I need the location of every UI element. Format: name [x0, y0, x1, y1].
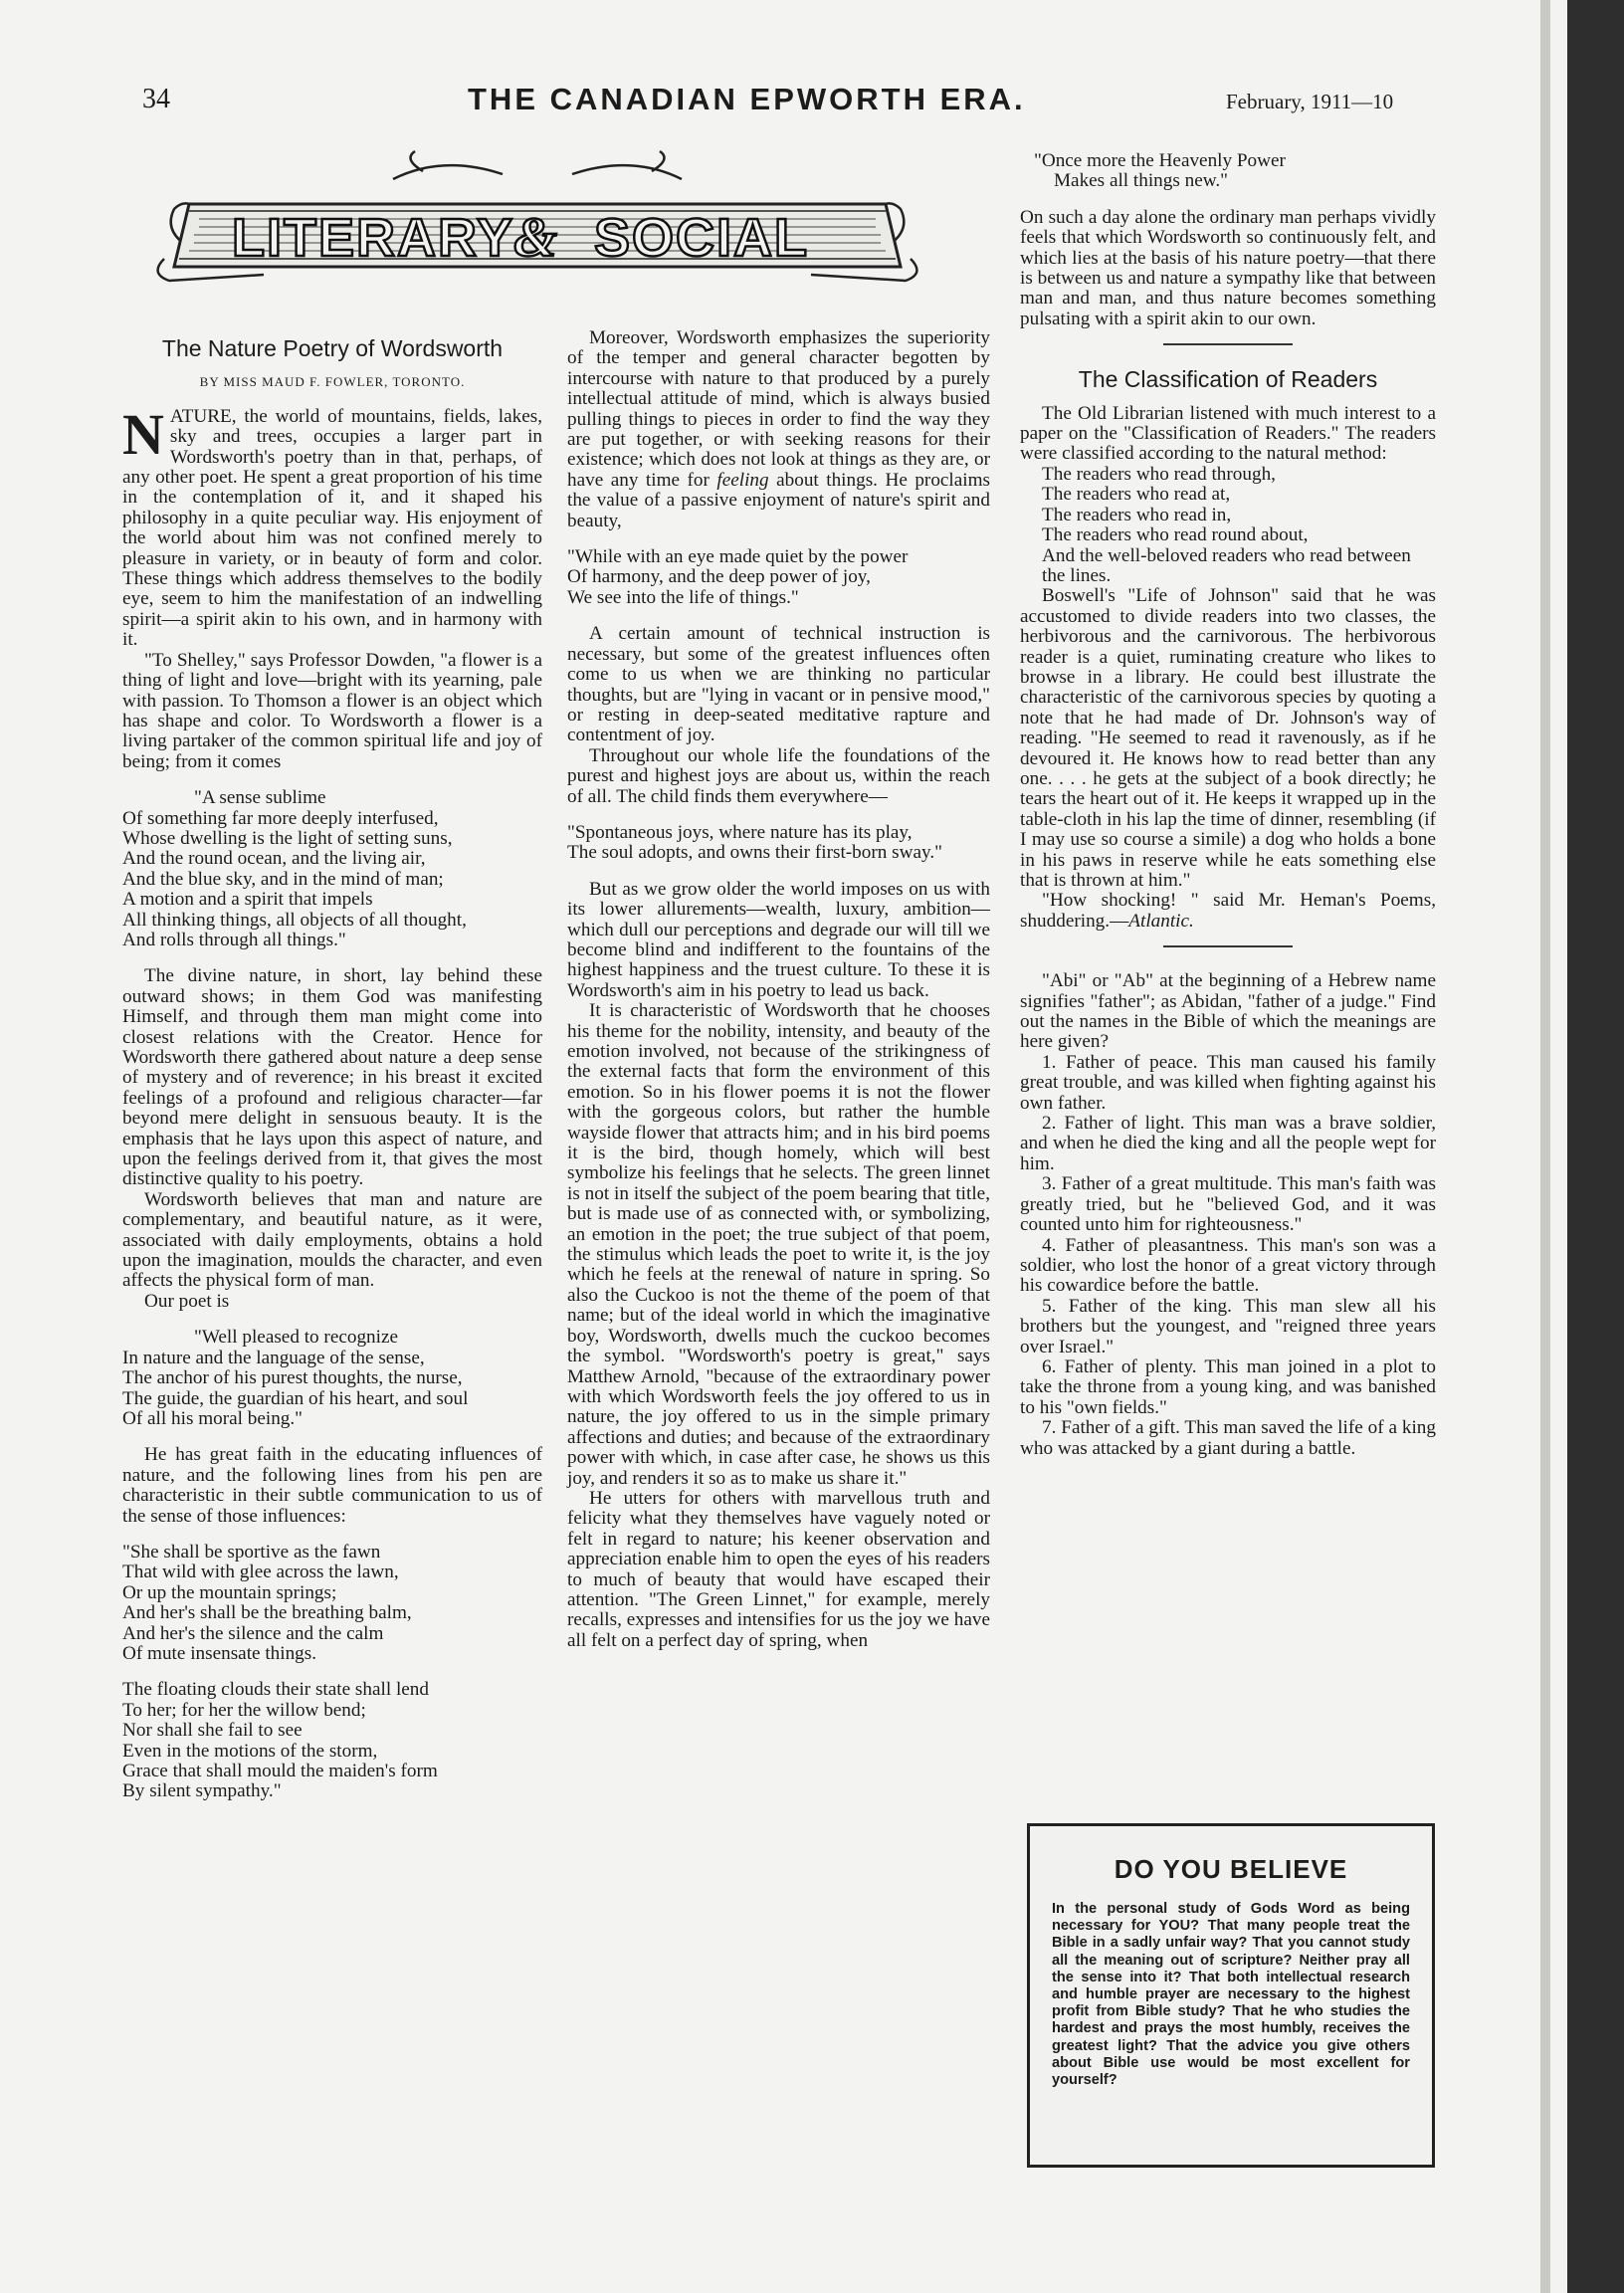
paragraph: "Abi" or "Ab" at the beginning of a Hebrew name signifies "father"; as Abidan, "father of a judge." Find out the names in the Bible of which the meanings are here given?: [1020, 970, 1436, 1053]
list-item: 2. Father of light. This man was a brave soldier, and when he died the king and all the people wept for him.: [1020, 1113, 1436, 1174]
literary-social-banner: [144, 149, 930, 291]
poem-quote: "Well pleased to recognize In nature and the language of the sense, The anchor of his purest thoughts, the nurse, The guide, the guardian of his heart, and soul Of all his moral being.": [122, 1327, 469, 1429]
paragraph: "How shocking! " said Mr. Heman's Poems, shuddering.—Atlantic.: [1020, 890, 1436, 932]
paragraph: The divine nature, in short, lay behind these outward shows; in them God was manifesting Himself, and through them man might come into closest relations with the Creator. Hence for Wordsworth there gathered about nature a deep sense of mystery and of reverence; in his breast it excited feelings of a profound and religious character—far beyond mere delight in sensuous beauty. It is the emphasis that he lays upon this aspect of nature, and upon the feelings derived from it, that gives the most distinctive quality to his poetry.: [122, 965, 542, 1190]
paragraph: Boswell's "Life of Johnson" said that he was accustomed to divide readers into two classes, the herbivorous and the carnivorous. The herbivorous reader is a quiet, ruminating creature who likes to browse in a library. He could best illustrate the characteristic of the carnivorous species by quoting a note that he had made of Dr. Johnson's way of reading. "He seemed to read it ravenously, as if he devoured it. He knows how to read better than any one. . . . he gets at the subject of a book directly; he tears the heart out of it. He keeps it wrapped up in the table-cloth in his lap the time of dinner, resembling (if I may use so course a simile) a dog who holds a bone in his paws in reserve while he eats something else that is thrown at him.": [1020, 585, 1436, 891]
page-number: 34: [142, 84, 170, 114]
list-item: 6. Father of plenty. This man joined in a plot to take the throne from a young king, and was banished to his "own fields.": [1020, 1355, 1436, 1418]
do-you-believe-box: [1027, 1823, 1435, 2168]
poem-quote: "Spontaneous joys, where nature has its play, The soul adopts, and owns their first-born sway.": [567, 821, 942, 864]
article-byline: BY MISS MAUD F. FOWLER, TORONTO.: [199, 374, 466, 390]
publication-title: THE CANADIAN EPWORTH ERA.: [468, 82, 1026, 116]
list-item: 4. Father of pleasantness. This man's son was a soldier, who lost the honor of a great victory through his cowardice before the battle.: [1020, 1234, 1436, 1297]
list-item: 7. Father of a gift. This man saved the life of a king who was attacked by a giant during a battle.: [1020, 1417, 1436, 1459]
poem-quote: "A sense sublime Of something far more deeply interfused, Whose dwelling is the light of setting suns, And the round ocean, and the living air, And the blue sky, and in the mind of man; A motion and a spirit that impels All thinking things, all objects of all thought, And rolls through all things.": [122, 787, 467, 950]
poem-quote: "While with an eye made quiet by the power Of harmony, and the deep power of joy, We see into the life of things.": [567, 546, 909, 608]
paragraph: But as we grow older the world imposes on us with its lower allurements—wealth, luxury, ambition—which dull our perceptions and degrade our will till we become blind and indifferent to the fountains of the highest happiness and the truest culture. To these it is Wordsworth's aim in his poetry to lead us back.: [567, 878, 990, 1001]
paragraph: He has great faith in the educating influences of nature, and the following lines from his pen are characteristic in their subtle communication to us of the sense of those influences:: [122, 1444, 542, 1527]
banner-ampersand: &: [513, 207, 557, 269]
list-item: 3. Father of a great multitude. This man's faith was greatly tried, but he "believed God, and it was counted unto him for righteousness.": [1020, 1173, 1436, 1236]
column-1: [122, 335, 542, 1802]
list-item: 5. Father of the king. This man slew all his brothers but the youngest, and "reigned three years over Israel.": [1020, 1295, 1436, 1357]
issue-date: February, 1911—10: [1226, 90, 1394, 113]
list-item: 1. Father of peace. This man caused his family great trouble, and was killed when fighting against his own father.: [1020, 1051, 1436, 1114]
section-divider: [1163, 945, 1293, 947]
box-body: In the personal study of Gods Word as being necessary for YOU? That many people treat the Bible in a sadly unfair way? That you cannot study all the meaning out of scripture? Neither pray all the sense into it? That both intellectual research and humble prayer are necessary to the highest profit from Bible study? That he who studies the hardest and prays the most humbly, receives the greatest light? That the advice you give others about Bible use would be most excellent for yourself?: [1052, 1901, 1410, 2089]
banner-left-word: LITERARY: [232, 208, 514, 268]
page-gutter: [1540, 0, 1550, 2293]
paragraph: He utters for others with marvellous truth and felicity what they themselves have vaguely noted or felt in regard to nature; his keener observation and appreciation enable him to open the eyes of his readers to much of beauty that would have escaped their attention. "The Green Linnet," for example, merely recalls, expresses and intensifies for us the joy we have all felt on a perfect day of spring, when: [567, 1487, 990, 1651]
poem-quote: "She shall be sportive as the fawn That wild with glee across the lawn, Or up the mountain springs; And her's shall be the breathing balm, And her's the silence and the calm Of mute insensate things.: [122, 1541, 412, 1664]
paragraph: It is characteristic of Wordsworth that he chooses his theme for the nobility, intensity, and beauty of the emotion involved, not because of the strikingness of the external facts that form the environment of this emotion. So in his flower poems it is not the flower with the gorgeous colors, but rather the humble wayside flower that attracts him; and in his bird poems it is the bird, though homely, which will best symbolize his feelings that he selects. The green linnet is not in itself the subject of the poem bearing that title, but is made use of as connected with, or symbolizing, an emotion in the poet; the true subject of that poem, the stimulus which leads the poet to write it, is the joy which he feels at the renewal of nature in spring. So also the Cuckoo is not the theme of the poem of that name; but of the ideal world in which the imaginative boy, Wordsworth, dwells much the cuckoo becomes the symbol. "Wordsworth's poetry is great," says Matthew Arnold, "because of the extraordinary power with which Wordsworth feels the joy offered to us in nature, the joy offered to us in the simple primary affections and duties; and because of the extraordinary power with which, in case after case, he shows us this joy, and renders it so as to make us share it.": [567, 1000, 990, 1489]
article-title: The Nature Poetry of Wordsworth: [161, 335, 504, 361]
paragraph: Throughout our whole life the foundations of the purest and highest joys are about us, within the reach of all. The child finds them everywhere—: [567, 744, 990, 807]
box-title: DO YOU BELIEVE: [1114, 1854, 1348, 1884]
paragraph: On such a day alone the ordinary man perhaps vividly feels that which Wordsworth so continuously felt, and which lies at the basis of his nature poetry—that there is between us and nature a sympathy like that between man and man, and thus nature becomes something pulsating with a spirit akin to our own.: [1020, 206, 1436, 329]
paragraph: A certain amount of technical instruction is necessary, but some of the greatest influences often come to us when we are thinking no particular thoughts, but are "lying in vacant or in pensive mood," or resting in deep-seated meditative rapture and contentment of joy.: [567, 623, 990, 746]
paragraph: The Old Librarian listened with much interest to a paper on the "Classification of Readers." The readers were classified according to the natural method:: [1020, 402, 1436, 465]
poem-quote: The floating clouds their state shall lend To her; for her the willow bend; Nor shall she fail to see Even in the motions of the storm, Grace that shall mould the maiden's form By silent sympathy.": [122, 1679, 438, 1802]
column-3: [1020, 151, 1436, 1459]
paragraph: "To Shelley," says Professor Dowden, "a flower is a thing of light and love—bright with its yearning, pale with passion. To Thomson a flower is an object which has shape and color. To Wordsworth a flower is a living partaker of the common spiritual life and joy of being; from it comes: [122, 649, 542, 772]
article-title: The Classification of Readers: [1078, 366, 1378, 393]
paragraph: Moreover, Wordsworth emphasizes the superiority of the temper and general character begotten by intercourse with nature to that produced by a purely intellectual attitude of mind, which is always busied pulling things to pieces in order to find the way they are put together, or with seeking reasons for their existence; which does not look at things as they are, or have any time for feeling about things. He proclaims the value of a passive enjoyment of nature's spirit and beauty,: [567, 327, 990, 531]
paragraph: Our poet is: [144, 1290, 230, 1312]
paragraph: NATURE, the world of mountains, fields, lakes, sky and trees, occupies a larger part in Wordsworth's poetry than in that, perhaps, of any other poet. He spent a great proportion of his time in the contemplation of it, and it shaped his philosophy in a quite peculiar way. His enjoyment of the world about him was not confined merely to pleasure in variety, or in beauty of form and color. These things which address themselves to the bodily eye, seem to him the manifestation of an indwelling spirit—a spirit akin to his own, and in harmony with it.: [122, 401, 542, 651]
drop-cap: N: [122, 401, 164, 467]
column-2: [567, 328, 990, 1651]
banner-right-word: SOCIAL: [593, 208, 810, 268]
poem-quote: "Once more the Heavenly Power Makes all things new.": [1034, 150, 1286, 192]
paragraph: Wordsworth believes that man and nature are complementary, and beautiful nature, as it were, associated with daily employments, obtains a hold upon the imagination, moulds the character, and even affects the physical form of man.: [122, 1188, 542, 1292]
section-divider: [1163, 343, 1293, 345]
reader-list: The readers who read through, The readers who read at, The readers who read in, The readers who read round about, And the well-beloved readers who read between the lines.: [1042, 463, 1411, 586]
